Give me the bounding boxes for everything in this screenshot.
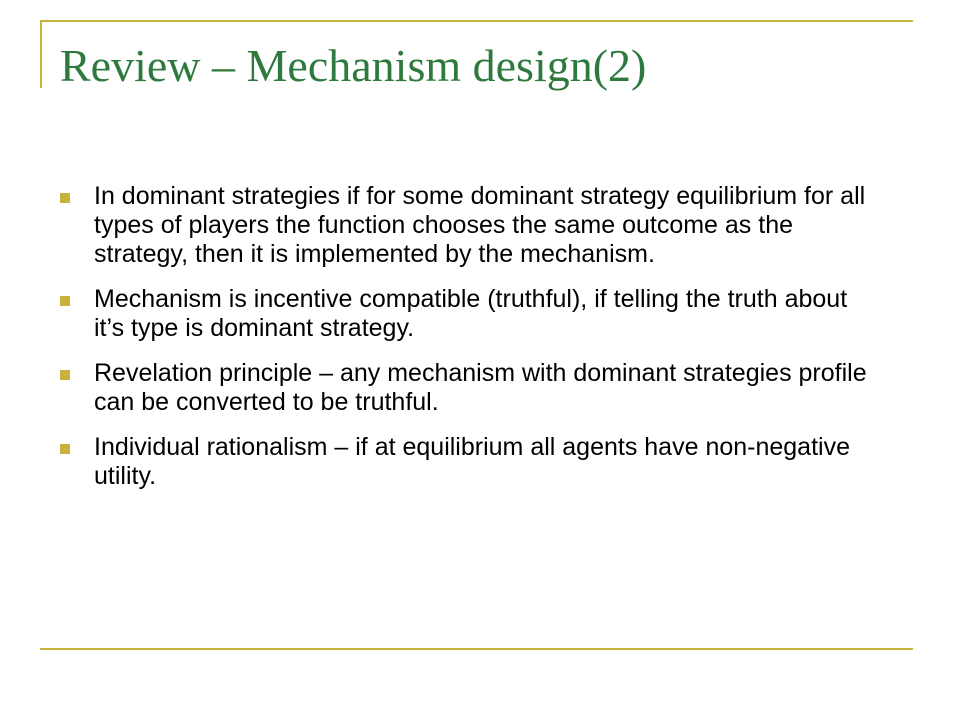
bullet-text: In dominant strategies if for some dominant strategy equilibrium for all types of players the function chooses the same outcome as the strategy, then it is implemented by the mechanism. [94,182,866,268]
bullet-text: Mechanism is incentive compatible (truthful), if telling the truth about it’s type is dominant strategy. [94,285,848,342]
square-bullet-icon [60,193,70,203]
bullet-list [60,182,880,507]
bullet-text: Revelation principle – any mechanism with dominant strategies profile can be converted to be truthful. [94,359,867,416]
square-bullet-icon [60,444,70,454]
square-bullet-icon [60,296,70,306]
left-rule [40,20,42,88]
bullet-text: Individual rationalism – if at equilibrium all agents have non-negative utility. [94,433,850,490]
top-rule [40,20,913,22]
bottom-rule [40,648,913,650]
bullet-item [60,285,880,343]
bullet-item [60,433,880,491]
slide-title: Review – Mechanism design(2) [60,40,647,91]
bullet-item [60,359,880,417]
square-bullet-icon [60,370,70,380]
bullet-item [60,182,880,269]
